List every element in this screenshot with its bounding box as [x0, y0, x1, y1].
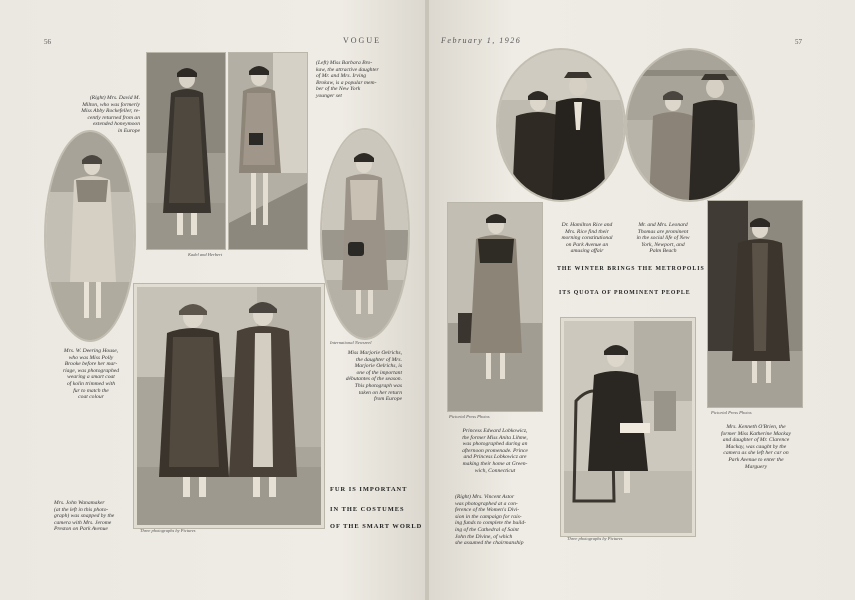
caption-oelrichs: Miss Marjorie Oelrichs, the daughter of Mrs. Marjorie Oelrichs, is one of the important débutantes of the season. This photograph was taken on her return from Europe: [345, 350, 402, 403]
photo-lobkowicz: [447, 202, 543, 412]
issue-date: February 1, 1926: [441, 36, 522, 45]
photo-astor: [561, 318, 695, 536]
caption-wanamaker: Mrs. John Wanamaker (at the left in this photo- graph) was snapped by the camera with Mrs. Jerome Preston on Park Avenue: [54, 500, 115, 533]
photo-house: [44, 130, 136, 342]
caption-leonard-thomas: Mr. and Mrs. Leonard Thomas are prominent in the social life of New York, Newport, and Palm Beach: [636, 222, 690, 255]
photo-obrien: [707, 200, 803, 408]
headline-left-2: IN THE COSTUMES: [330, 506, 405, 513]
left-page-number: 56: [44, 38, 51, 46]
right-page-number: 57: [795, 38, 802, 46]
credit-pictorial-2: Pictorial Press Photos: [711, 410, 752, 415]
credit-three-left: Three photographs by Pictures: [140, 528, 196, 533]
photo-brokaw: [228, 52, 308, 250]
magazine-title: VOGUE: [343, 36, 381, 45]
credit-three-right: Three photographs by Pictures: [567, 536, 623, 541]
credit-international: International Newsreel: [330, 340, 372, 345]
left-page: [0, 0, 425, 600]
caption-milton: (Right) Mrs. David M. Milton, who was formerly Miss Abby Rockefeller, re- cently returned from an extended honeymoon in Europe: [81, 95, 140, 134]
caption-obrien: Mrs. Kenneth O'Brien, the former Miss Katherine Mackay and daughter of Mr. Clarence Mackay, was caught by the camera as she left her car on Park Avenue to enter the Marguery: [720, 424, 792, 470]
photo-milton: [146, 52, 226, 250]
photo-wanamaker-preston: [134, 284, 324, 528]
headline-right-2: ITS QUOTA OF PROMINENT PEOPLE: [559, 290, 691, 296]
headline-left-1: FUR IS IMPORTANT: [330, 486, 408, 493]
caption-brokaw: (Left) Miss Barbara Bro- kaw, the attractive daughter of Mr. and Mrs. Irving Brokaw, is a popular mem- ber of the New York younger set: [316, 60, 379, 99]
credit-pictorial-1: Pictorial Press Photos: [449, 414, 490, 419]
caption-rice: Dr. Hamilton Rice and Mrs. Rice find their morning constitutional on Park Avenue an amusing affair: [561, 222, 613, 255]
photo-leonard-thomas: [625, 48, 755, 202]
headline-left-3: OF THE SMART WORLD: [330, 523, 423, 530]
caption-house: Mrs. W. Deering House, who was Miss Polly Brooke before her mar- riage, was photographed wearing a smart coat of kolin trimmed with fur to match the coat colour: [62, 348, 120, 401]
caption-lobkowicz: Princess Edward Lobkowicz, the former Miss Anita Lihme, was photographed during an afternoon promenade. Prince and Princess Lobkowicz are making their home at Green- wich, Connecticut: [462, 428, 528, 474]
photo-rice: [496, 48, 626, 202]
photo-oelrichs: [320, 128, 410, 340]
credit-kadel: Kadel and Herbert: [188, 252, 222, 257]
right-page: [429, 0, 855, 600]
caption-astor: (Right) Mrs. Vincent Astor was photographed at a con- ference of the Women's Divi- sion in the campaign for rais- ing funds to complete the build- ing of the Cathedral of Saint John the Divine, of which she assumed the chairmanship: [455, 494, 526, 547]
headline-right-1: THE WINTER BRINGS THE METROPOLIS: [557, 266, 705, 272]
